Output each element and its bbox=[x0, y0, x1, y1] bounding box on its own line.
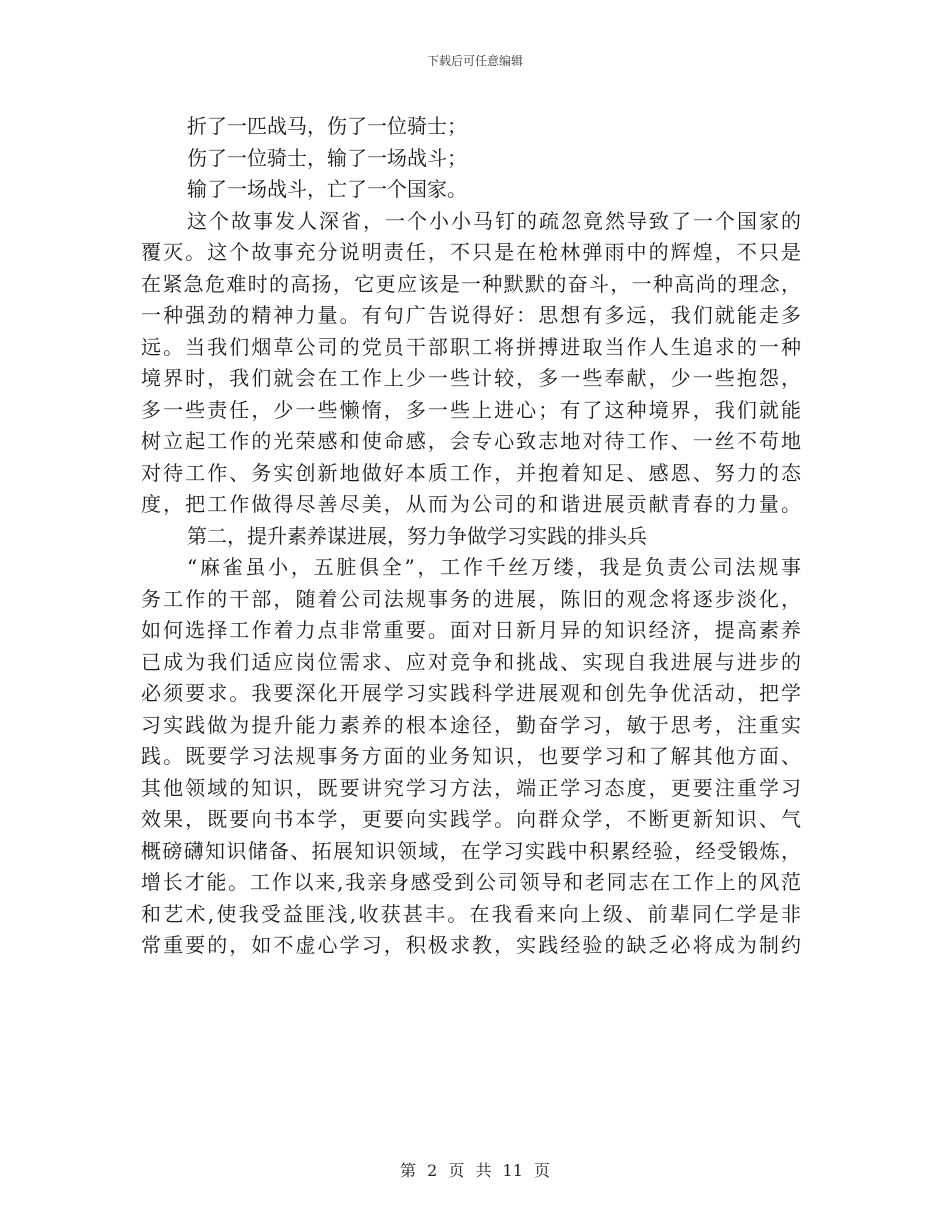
body-line: 务工作的干部，随着公司法规事务的进展，陈旧的观念将逐步淡化， bbox=[141, 586, 801, 611]
body-line: 多一些责任，少一些懒惰，多一些上进心；有了这种境界，我们就能 bbox=[141, 397, 801, 422]
body-line: 如何选择工作着力点非常重要。面对日新月异的知识经济，提高素养 bbox=[141, 618, 801, 642]
body-line: 其他领域的知识，既要讲究学习方法，端正学习态度，更要注重学习 bbox=[141, 775, 801, 800]
body-line: 概磅礴知识储备、拓展知识领域，在学习实践中积累经验，经受锻炼， bbox=[141, 838, 801, 863]
body-line: 对待工作、务实创新地做好本质工作，并抱着知足、感恩、努力的态 bbox=[141, 460, 801, 485]
body-line: 伤了一位骑士，输了一场战斗； bbox=[187, 145, 467, 170]
body-line: 增长才能。工作以来,我亲身感受到公司领导和老同志在工作上的风范 bbox=[141, 870, 801, 894]
body-line: “麻雀虽小，五脏俱全”，工作千丝万缕，我是负责公司法规事 bbox=[187, 555, 801, 579]
body-line: 常重要的，如不虚心学习，积极求教，实践经验的缺乏必将成为制约 bbox=[141, 933, 801, 957]
body-line: 在紧急危难时的高扬，它更应该是一种默默的奋斗，一种高尚的理念， bbox=[141, 271, 801, 296]
body-line: 远。当我们烟草公司的党员干部职工将拼搏进取当作人生追求的一种 bbox=[141, 334, 801, 359]
body-line: 度，把工作做得尽善尽美，从而为公司的和谐进展贡献青春的力量。 bbox=[141, 492, 801, 516]
body-line: 这个故事发人深省，一个小小马钉的疏忽竟然导致了一个国家的 bbox=[187, 208, 801, 233]
body-line: 效果，既要向书本学，更要向实践学。向群众学，不断更新知识、气 bbox=[141, 807, 801, 831]
body-line: 树立起工作的光荣感和使命感，会专心致志地对待工作、一丝不苟地 bbox=[141, 429, 801, 453]
body-line: 境界时，我们就会在工作上少一些计较，多一些奉献，少一些抱怨， bbox=[141, 366, 801, 390]
body-line: 必须要求。我要深化开展学习实践科学进展观和创先争优活动，把学 bbox=[141, 681, 801, 705]
body-line: 和艺术,使我受益匪浅,收获甚丰。在我看来向上级、前辈同仁学是非 bbox=[141, 901, 801, 926]
body-line: 践。既要学习法规事务方面的业务知识，也要学习和了解其他方面、 bbox=[141, 744, 801, 768]
body-line: 输了一场战斗，亡了一个国家。 bbox=[187, 177, 467, 201]
body-line: 一种强劲的精神力量。有句广告说得好：思想有多远，我们就能走多 bbox=[141, 303, 801, 327]
section-heading: 第二，提升素养谋进展，努力争做学习实践的排头兵 bbox=[187, 523, 647, 548]
body-line: 折了一匹战马，伤了一位骑士； bbox=[187, 114, 467, 138]
page-footer: 第 2 页 共 11 页 bbox=[400, 1161, 550, 1180]
body-line: 已成为我们适应岗位需求、应对竞争和挑战、实现自我进展与进步的 bbox=[141, 649, 801, 674]
document-body bbox=[141, 111, 801, 962]
body-line: 习实践做为提升能力素养的根本途径，勤奋学习，敏于思考，注重实 bbox=[141, 712, 801, 737]
body-line: 覆灭。这个故事充分说明责任，不只是在枪林弹雨中的辉煌，不只是 bbox=[141, 240, 801, 264]
page-header: 下载后可任意编辑 bbox=[426, 54, 523, 68]
